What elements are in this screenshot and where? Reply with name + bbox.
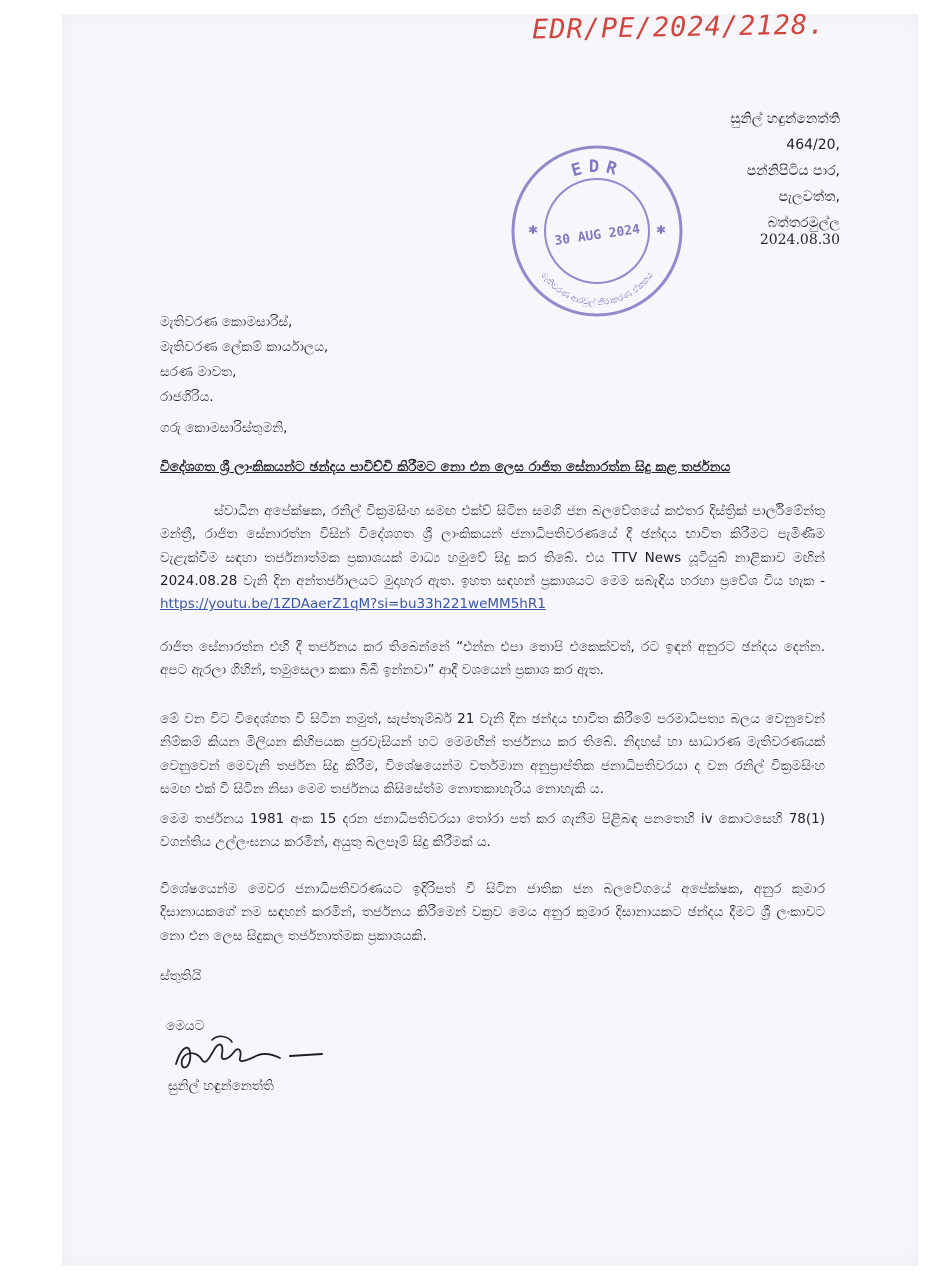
recipient-address (160, 310, 328, 410)
closing: ස්තුතියි (160, 968, 202, 984)
sender-line: සුනිල් හඳුන්නෙත්ති (730, 111, 840, 127)
sender-line: පැලවත්ත, (778, 189, 840, 205)
youtube-link[interactable]: https://youtu.be/1ZDAaerZ1qM?si=bu33h221weMM5hR1 (160, 596, 546, 613)
stamp-star-icon: ✱ (528, 223, 539, 237)
body-paragraph (160, 500, 825, 616)
sender-line: පන්නිපිටිය පාර, (746, 163, 840, 179)
subject-heading: විදේශගත ශ්‍රී ලාංකිකයන්ට ඡන්දය පාවිච්චි කිරීමට නො එන ලෙස රාජිත සේනාරත්න සිදු කළ තර්ජනය (160, 459, 731, 475)
sender-line: බත්තරමුල්ල (767, 215, 840, 231)
stamp-star-icon: ✱ (656, 223, 667, 237)
stamp-top-text: EDR (569, 157, 625, 182)
received-stamp (508, 142, 686, 320)
recipient-line: සරණ මාවත, (160, 364, 237, 380)
handwritten-signature (168, 1030, 328, 1078)
reference-number: EDR/PE/2024/2128. (531, 9, 826, 46)
recipient-line: රාජගිරිය. (160, 389, 214, 405)
sender-line: 464/20, (786, 137, 840, 153)
body-paragraph: මෙම තර්ජනය 1981 අංක 15 දරන ජනාධිපතිවරයා තෝරා පත් කර ගැනීම පිළිබඳ පනතෙහි iv කොටසෙහි 78(1) වගන්තිය උල්ලංඝනය කරමින්, අයුතු බලපෑම් සිදු කිරීමක් ය. (160, 811, 825, 851)
salutation: ගරු කොමසාරිස්තුමනි, (160, 420, 288, 436)
letter-date: 2024.08.30 (759, 232, 840, 248)
noted-label: මෙයට (166, 1018, 205, 1034)
signer-name: සුනිල් හඳුන්නෙත්ති (168, 1078, 274, 1094)
stamp-date: 30 AUG 2024 (553, 222, 641, 249)
recipient-line: මැතිවරණ ලේකම් කාර්යාලය, (160, 339, 329, 355)
recipient-line: මැතිවරණ කොමසාරිස්, (160, 314, 293, 330)
body-paragraph: මේ වන විට විදෙශ්ගත වී සිටින නමුත්, සැප්තැම්බර් 21 වැනි දින ඡන්දය භාවිත කිරීමේ පරමාධිපත්‍ය බලය වෙනුවෙන් නිම්කම් කියන මිලියන කිහිපයක පුරවැසියන් හට මෙමඟින් තර්ජනය කර තිබේ. නිදහස් හා සාධාරණ මැතිවරණයක් වෙනුවෙන් මෙවැනි තර්ජන සිදු කිරීම, විශේෂයෙන්ම වර්තමාන අනුප්‍රාප්තික ජනාධිපතිවරයා ද වන රනිල් වික්‍රමසිංහ සමඟ එක් වී සිටින නිසා මෙම තර්ජනය කිසිසේත්ම නොතකාහැරිය නොහැකි ය. (160, 711, 825, 797)
body-paragraph: විශේෂයෙන්ම මෙවර ජනාධිපතිවරණයට ඉදිරිපත් වී සිටින ජාතික ජන බලවේගයේ අපේක්ෂක, අනුර කුමාර දිසානායකගේ නම සඳහන් කරමින්, තර්ජනය කිරීමෙන් වක්‍රව මෙය අනුර කුමාර දිසානායකට ඡන්දය දීමට ශ්‍රී ලංකාවට නො එන ලෙස සිදුකල තර්ජනාත්මක ප්‍රකාශයකි. (160, 881, 825, 944)
body-paragraph: රාජිත සේනාරත්න එහි දී තර්ජනය කර තිබෙන්නේ “එන්න එපා තොපි එකෙක්වත්, රට ඉඳන් අනුරට ඡන්දය දෙන්න. අපට ඇරලා ගිහින්, තමුසෙලා කකා බිබී ඉන්නවා” ආදී වශයෙන් ප්‍රකාශ කර ඇත. (160, 639, 825, 679)
stamp-bottom-text: මැතිවරණ ආරවුල් නිරාකරණ ඒකකය (538, 270, 656, 309)
paragraph-text: ස්වාධීන අපේක්ෂක, රනිල් වික්‍රමසිංහ සමඟ එක්ව් සිටින සමගි ජන බලවේගයේ කළුතර දිස්ත්‍රික් පාර්ලිමේන්තු මන්ත්‍රී, රාජිත සේනාරත්න විසින් විදේශගත ශ්‍රී ලාංකිකයන් ජනාධිපතිවරණයේ දී ඡන්දය භාවිත කිරීමට පැමිණීම වැළැක්වීම සඳහා තර්ජනාත්මක ප්‍රකාශයක් මාධ්‍ය හමුවේ සිදු කර තිබේ. එය TTV News යූටියුබ් නාළිකාව මඟින් 2024.08.28 වැනි දින අන්තර්ජාලයට මුදාහැර ඇත. ඉහත සඳහන් ප්‍රකාශයට මෙම සබැඳිය හරහා ප්‍රවේශ විය හැක - (160, 503, 825, 589)
